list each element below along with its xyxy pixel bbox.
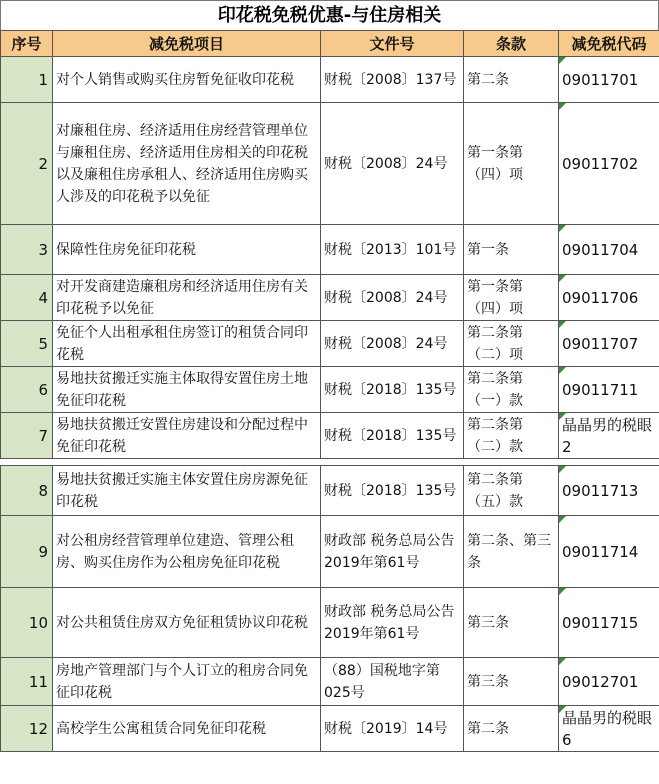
comment-marker-icon (559, 706, 566, 713)
comment-marker-icon (559, 103, 566, 110)
row-number: 4 (1, 275, 53, 321)
tax-table-part1 (0, 30, 659, 459)
row-item: 房地产管理部门与个人订立的租房合同免征印花税 (53, 658, 321, 706)
row-doc: 财政部 税务总局公告2019年第61号 (321, 516, 464, 588)
row-doc: 财税〔2008〕24号 (321, 275, 464, 321)
comment-marker-icon (559, 57, 566, 64)
row-doc: 财税〔2008〕24号 (321, 321, 464, 367)
comment-marker-icon (559, 516, 566, 523)
row-code (559, 275, 659, 321)
row-code (559, 413, 659, 459)
comment-marker-icon (559, 321, 566, 328)
header-no: 序号 (1, 31, 53, 57)
tax-table-part2 (0, 465, 659, 752)
table-row (1, 466, 659, 516)
comment-marker-icon (559, 225, 566, 232)
comment-marker-icon (559, 588, 566, 595)
row-code (559, 57, 659, 103)
code-text: 09011714 (562, 542, 639, 561)
row-code (559, 658, 659, 706)
row-clause: 第一条 (464, 225, 559, 275)
code-text: 晶晶男的税眼6 (562, 708, 653, 749)
comment-marker-icon (559, 275, 566, 282)
row-clause: 第二条 (464, 57, 559, 103)
header-code: 减免税代码 (559, 31, 659, 57)
row-clause: 第一条第（四）项 (464, 275, 559, 321)
row-clause: 第二条 (464, 706, 559, 752)
code-text: 09012701 (562, 672, 639, 691)
comment-marker-icon (559, 367, 566, 374)
page-title: 印花税免税优惠-与住房相关 (0, 0, 659, 30)
row-clause: 第二条第（二）款 (464, 413, 559, 459)
header-doc: 文件号 (321, 31, 464, 57)
row-code (559, 706, 659, 752)
row-number: 2 (1, 103, 53, 225)
table-row (1, 57, 659, 103)
table-row (1, 225, 659, 275)
row-item: 对公租房经营管理单位建造、管理公租房、购买住房作为公租房免征印花税 (53, 516, 321, 588)
row-number: 5 (1, 321, 53, 367)
row-number: 11 (1, 658, 53, 706)
row-item: 易地扶贫搬迁实施主体安置住房房源免征印花税 (53, 466, 321, 516)
row-clause: 第二条第（五）款 (464, 466, 559, 516)
row-code (559, 588, 659, 658)
row-doc: （88）国税地字第025号 (321, 658, 464, 706)
row-number: 12 (1, 706, 53, 752)
row-item: 高校学生公寓租赁合同免征印花税 (53, 706, 321, 752)
row-code (559, 321, 659, 367)
row-clause: 第一条第（四）项 (464, 103, 559, 225)
code-text: 09011715 (562, 613, 639, 632)
header-row (1, 31, 659, 57)
table-row (1, 103, 659, 225)
code-text: 09011707 (562, 334, 639, 353)
comment-marker-icon (559, 658, 566, 665)
row-item: 易地扶贫搬迁实施主体取得安置住房土地免征印花税 (53, 367, 321, 413)
row-clause: 第二条第（一）款 (464, 367, 559, 413)
row-item: 对廉租住房、经济适用住房经营管理单位与廉租住房、经济适用住房相关的印花税以及廉租住房承租人、经济适用住房购买人涉及的印花税予以免征 (53, 103, 321, 225)
row-doc: 财税〔2019〕14号 (321, 706, 464, 752)
row-number: 9 (1, 516, 53, 588)
table-row (1, 413, 659, 459)
table-row (1, 588, 659, 658)
row-doc: 财税〔2018〕135号 (321, 413, 464, 459)
row-code (559, 367, 659, 413)
row-doc: 财税〔2008〕137号 (321, 57, 464, 103)
row-number: 1 (1, 57, 53, 103)
table-row (1, 516, 659, 588)
row-number: 3 (1, 225, 53, 275)
row-item: 免征个人出租承租住房签订的租赁合同印花税 (53, 321, 321, 367)
row-number: 10 (1, 588, 53, 658)
row-number: 8 (1, 466, 53, 516)
row-doc: 财税〔2013〕101号 (321, 225, 464, 275)
row-item: 对个人销售或购买住房暂免征收印花税 (53, 57, 321, 103)
row-code (559, 103, 659, 225)
row-item: 易地扶贫搬迁安置住房建设和分配过程中免征印花税 (53, 413, 321, 459)
table-row (1, 658, 659, 706)
row-item: 对公共租赁住房双方免征租赁协议印花税 (53, 588, 321, 658)
header-clause: 条款 (464, 31, 559, 57)
row-doc: 财税〔2018〕135号 (321, 367, 464, 413)
code-text: 09011704 (562, 240, 639, 259)
comment-marker-icon (559, 466, 566, 473)
row-code (559, 225, 659, 275)
row-clause: 第二条、第三条 (464, 516, 559, 588)
row-clause: 第三条 (464, 588, 559, 658)
row-doc: 财税〔2008〕24号 (321, 103, 464, 225)
table-row (1, 706, 659, 752)
code-text: 晶晶男的税眼2 (562, 415, 653, 456)
row-doc: 财政部 税务总局公告2019年第61号 (321, 588, 464, 658)
header-item: 减免税项目 (53, 31, 321, 57)
row-number: 6 (1, 367, 53, 413)
code-text: 09011706 (562, 288, 639, 307)
code-text: 09011702 (562, 154, 639, 173)
row-number: 7 (1, 413, 53, 459)
code-text: 09011711 (562, 380, 639, 399)
table-row (1, 275, 659, 321)
row-code (559, 466, 659, 516)
row-code (559, 516, 659, 588)
table-row (1, 367, 659, 413)
row-item: 对开发商建造廉租房和经济适用住房有关印花税予以免征 (53, 275, 321, 321)
row-clause: 第二条第（二）项 (464, 321, 559, 367)
code-text: 09011713 (562, 481, 639, 500)
row-clause: 第三条 (464, 658, 559, 706)
code-text: 09011701 (562, 70, 639, 89)
row-item: 保障性住房免征印花税 (53, 225, 321, 275)
comment-marker-icon (559, 413, 566, 420)
row-doc: 财税〔2018〕135号 (321, 466, 464, 516)
table-row (1, 321, 659, 367)
